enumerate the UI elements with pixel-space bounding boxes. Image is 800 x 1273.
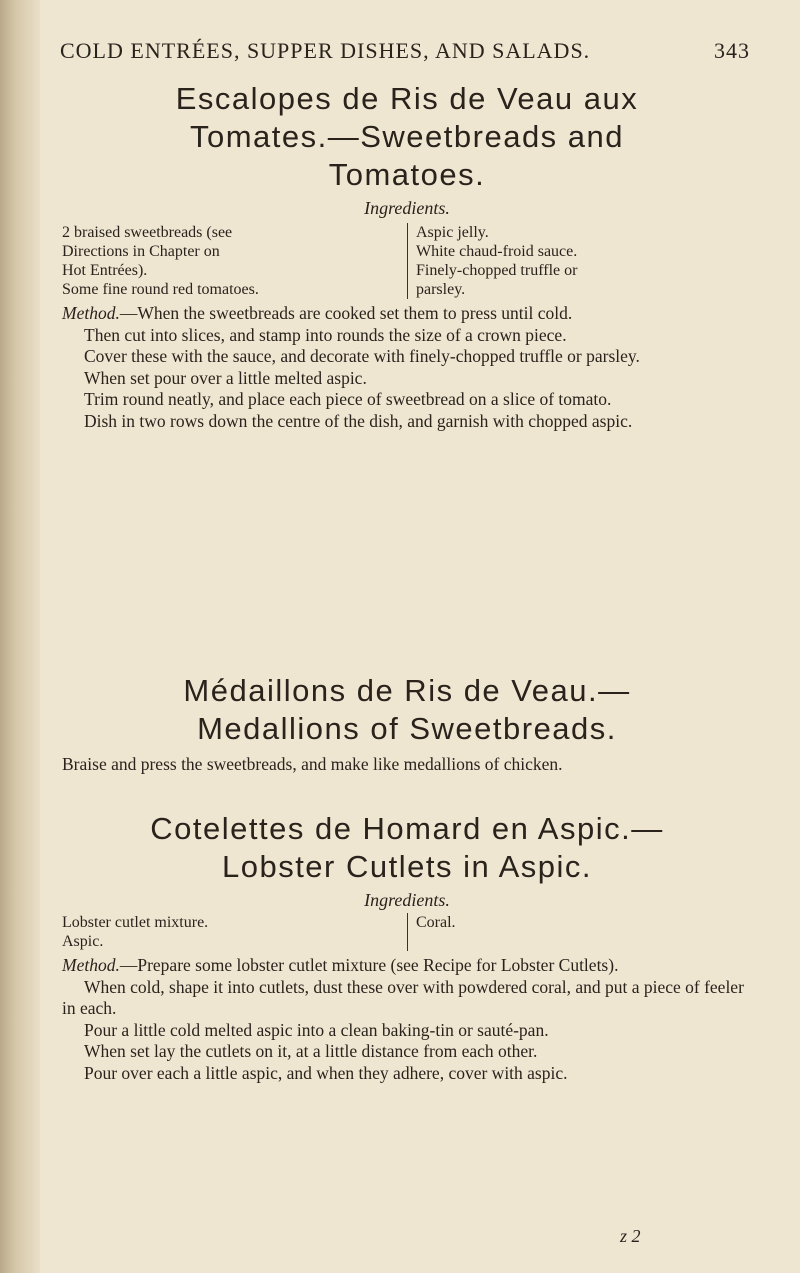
ingredients-right-column (407, 223, 752, 299)
recipe-medaillons (62, 672, 752, 776)
recipe-title-line1: Escalopes de Ris de Veau aux (175, 81, 639, 116)
method-paragraph: Method.—When the sweetbreads are cooked set them to press until cold. (62, 303, 573, 323)
ingredients-label: Ingredients. (364, 890, 450, 910)
method-paragraph: Trim round neatly, and place each piece of sweetbread on a slice of tomato. (84, 389, 612, 409)
method-paragraph: Braise and press the sweetbreads, and make like medallions of chicken. (62, 754, 563, 774)
recipe-title-line2: Medallions of Sweetbreads. (197, 711, 617, 746)
method-paragraph: Cover these with the sauce, and decorate with finely-chopped truffle or parsley. (84, 346, 640, 366)
ingredients-table (62, 913, 752, 951)
ingredients-left-column (62, 223, 407, 299)
ingredient-line: Coral. (416, 914, 456, 931)
recipe-title-line2: Lobster Cutlets in Aspic. (221, 849, 593, 884)
ingredient-line: Aspic. (62, 933, 104, 950)
recipe-cotelettes-homard (62, 810, 752, 1084)
method-paragraph: Pour over each a little aspic, and when they adhere, cover with aspic. (84, 1062, 568, 1083)
ingredients-table (62, 223, 752, 299)
method-paragraph: Method.—Prepare some lobster cutlet mixture (see Recipe for Lobster Cutlets). (62, 955, 619, 975)
method-paragraph: When cold, shape it into cutlets, dust these over with powdered coral, and put a piece of feeler in each. (62, 976, 744, 1018)
running-head-title: COLD ENTRÉES, SUPPER DISHES, AND SALADS. (60, 38, 591, 63)
method-label: Method. (62, 955, 120, 975)
method-paragraph: Then cut into slices, and stamp into rounds the size of a crown piece. (84, 324, 567, 345)
ingredients-right-column (407, 913, 752, 951)
ingredient-line: Hot Entrées). (62, 262, 148, 279)
page-spine (0, 0, 40, 1273)
method-paragraph: Dish in two rows down the centre of the dish, and garnish with chopped aspic. (84, 410, 633, 431)
ingredient-line: Lobster cutlet mixture. (62, 914, 209, 931)
method-paragraph: Pour a little cold melted aspic into a clean baking-tin or sauté-pan. (84, 1019, 549, 1040)
recipe-title-line2: Tomates.—Sweetbreads and (189, 119, 625, 154)
ingredients-left-column (62, 913, 407, 951)
method-paragraph: When set lay the cutlets on it, at a little distance from each other. (84, 1041, 538, 1061)
recipe-title-line1: Médaillons de Ris de Veau.— (183, 673, 631, 708)
ingredient-line: Aspic jelly. (416, 224, 489, 241)
ingredient-line: 2 braised sweetbreads (see (62, 224, 233, 241)
signature-mark: z 2 (620, 1226, 641, 1246)
method-label: Method. (62, 303, 120, 323)
ingredients-label: Ingredients. (364, 198, 450, 218)
recipe-title-line1: Cotelettes de Homard en Aspic.— (150, 811, 664, 846)
ingredient-line: parsley. (416, 281, 466, 298)
ingredient-line: Directions in Chapter on (62, 243, 220, 260)
recipe-title-line3: Tomatoes. (328, 157, 486, 192)
recipe-escalopes (62, 80, 752, 432)
ingredient-line: Finely-chopped truffle or (416, 262, 578, 279)
ingredient-line: Some fine round red tomatoes. (62, 281, 259, 298)
method-text (62, 955, 752, 1084)
page-number: 343 (714, 38, 750, 63)
ingredient-line: White chaud-froid sauce. (416, 243, 578, 260)
method-paragraph: When set pour over a little melted aspic. (84, 367, 367, 388)
method-text (62, 754, 752, 776)
method-text (62, 303, 752, 432)
